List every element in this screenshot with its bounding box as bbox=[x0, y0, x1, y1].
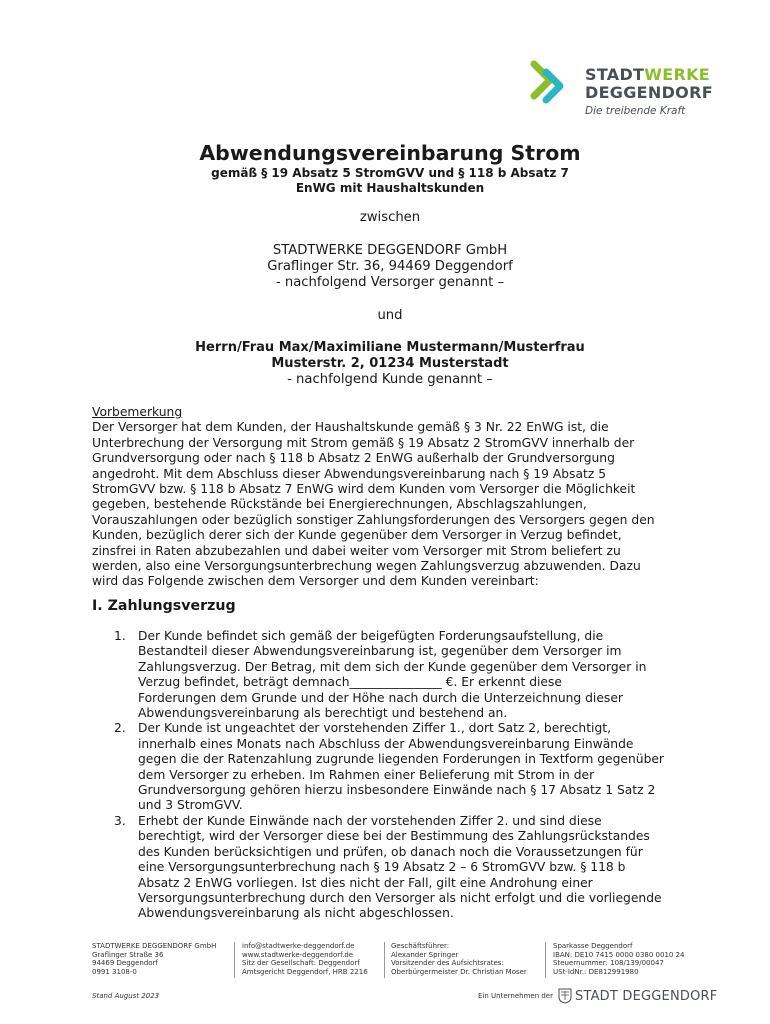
logo-chevron-icon bbox=[528, 58, 580, 110]
list-item bbox=[92, 721, 694, 813]
preamble-line: StromGVV bzw. § 118 b Absatz 7 EnWG wird dem Kunden vom Versorger die Möglichkeit bbox=[92, 482, 636, 497]
footer-website: www.stadtwerke-deggendorf.de bbox=[242, 950, 354, 959]
preamble-line: Kunden, bezüglich derer sich der Kunde gegenüber dem Versorger in Verzug befindet, bbox=[92, 528, 622, 543]
footer-company-info bbox=[92, 942, 232, 976]
list-item-line: Zahlungsverzug. Der Betrag, mit dem sich der Kunde gegenüber dem Versorger in bbox=[138, 659, 647, 674]
supplier-name: STADTWERKE DEGGENDORF GmbH bbox=[272, 243, 508, 258]
list-item-line: eine Versorgungsunterbrechung nach § 19 Absatz 2 – 6 StromGVV bzw. § 118 b bbox=[138, 860, 626, 875]
footer-line: Sitz der Gesellschaft: Deggendorf bbox=[242, 959, 360, 968]
supplier-block bbox=[90, 243, 690, 291]
footer-line: Graflinger Straße 36 bbox=[92, 950, 164, 959]
preamble-line: zinsfrei in Raten abzubezahlen und dabei weiter vom Versorger mit Strom beliefert zu bbox=[92, 543, 621, 558]
logo-word-deggendorf: DEGGENDORF bbox=[585, 83, 713, 102]
stadtwerke-logo bbox=[528, 58, 728, 124]
footer-line: IBAN: DE10 7415 0000 0380 0010 24 bbox=[553, 950, 685, 959]
preamble-line: Unterbrechung der Versorgung mit Strom gemäß § 19 Absatz 2 StromGVV innerhalb der bbox=[92, 435, 635, 450]
footer-divider bbox=[545, 942, 546, 978]
list-item-line: innerhalb eines Monats nach Abschluss der Abwendungsvereinbarung Einwände bbox=[138, 736, 634, 751]
list-item bbox=[92, 814, 694, 922]
list-item-number: 1. bbox=[114, 629, 126, 643]
preamble-line: Der Versorger hat dem Kunden, der Haushaltskunde gemäß § 3 Nr. 22 EnWG ist, die bbox=[92, 420, 609, 435]
footer-line: Steuernummer: 108/139/00047 bbox=[553, 959, 664, 968]
customer-block bbox=[90, 340, 690, 388]
list-item-line: des Kunden berücksichtigen und prüfen, ob danach noch die Voraussetzungen für bbox=[138, 844, 643, 859]
footer-bank-info bbox=[553, 942, 703, 976]
footer-line: 94469 Deggendorf bbox=[92, 959, 158, 968]
list-item-number: 2. bbox=[114, 721, 126, 736]
preamble bbox=[92, 405, 694, 590]
customer-address: Musterstr. 2, 01234 Musterstadt bbox=[271, 356, 509, 371]
list-item-line: Absatz 2 EnWG vorliegen. Ist dies nicht der Fall, gilt eine Androhung einer bbox=[138, 875, 593, 890]
list-item-line: Versorgungsunterbrechung durch den Versorger als nicht erfolgt und die vorliegende bbox=[138, 890, 662, 905]
list-item-line: Bestandteil dieser Abwendungsvereinbarung ist, gegenüber dem Versorger im bbox=[138, 644, 622, 659]
footer-line: USt-IdNr.: DE812991980 bbox=[553, 967, 639, 976]
footer-city-name: STADT DEGGENDORF bbox=[575, 988, 718, 1004]
preamble-line: angedroht. Mit dem Abschluss dieser Abwendungsvereinbarung nach § 19 Absatz 5 bbox=[92, 466, 607, 481]
footer-line: 0991 3108-0 bbox=[92, 967, 137, 976]
logo-word-werke: WERKE bbox=[644, 65, 711, 84]
und-text: und bbox=[377, 308, 403, 323]
list-item-line: dem Versorger zu erheben. Im Rahmen einer Belieferung mit Strom in der bbox=[138, 767, 595, 782]
logo-word-stadt: STADT bbox=[585, 65, 645, 84]
section-heading-zahlungsverzug: I. Zahlungsverzug bbox=[92, 598, 236, 614]
list-item-line: Abwendungsvereinbarung als nicht abgeschlossen. bbox=[138, 906, 454, 921]
footer-line: STADTWERKE DEGGENDORF GmbH bbox=[92, 942, 217, 950]
supplier-role: - nachfolgend Versorger genannt – bbox=[275, 275, 505, 290]
list-item-line: Forderungen dem Grunde und der Höhe nach durch die Unterzeichnung dieser bbox=[138, 690, 623, 705]
footer-parent-label: Ein Unternehmen der bbox=[478, 992, 553, 1000]
footer-stand-date: Stand August 2023 bbox=[92, 992, 160, 1000]
preamble-heading: Vorbemerkung bbox=[92, 405, 183, 419]
document-title: Abwendungsvereinbarung Strom bbox=[199, 141, 581, 165]
list-item-line: Erhebt der Kunde Einwände nach der vorstehenden Ziffer 2. und sind diese bbox=[138, 813, 602, 828]
list-item-line: Grundversorgung gehören hierzu insbesondere Einwände nach § 17 Absatz 1 Satz 2 bbox=[138, 783, 656, 798]
customer-name: Herrn/Frau Max/Maximiliane Mustermann/Musterfrau bbox=[195, 340, 585, 355]
preamble-line: wird das Folgende zwischen dem Versorger und dem Kunden vereinbart: bbox=[92, 574, 539, 589]
section-items-list bbox=[92, 629, 694, 922]
list-item bbox=[92, 629, 694, 721]
preamble-line: gegeben, bestehende Rückstände bei Energierechnungen, Abschlagszahlungen, bbox=[92, 497, 587, 512]
supplier-address: Graflinger Str. 36, 94469 Deggendorf bbox=[267, 259, 513, 274]
footer-line: Vorsitzender des Aufsichtsrates: bbox=[391, 959, 504, 968]
footer-parent-company bbox=[478, 988, 717, 1004]
footer-divider bbox=[234, 942, 235, 978]
list-item-line: berechtigt, wird der Versorger diese bei der Bestimmung des Zahlungsrückstandes bbox=[138, 829, 650, 844]
footer-management-info bbox=[391, 942, 541, 976]
zwischen-text: zwischen bbox=[359, 210, 421, 225]
preamble-line: Vorauszahlungen oder bezüglich sonstiger Zahlungsforderungen des Versorgers gegen den bbox=[92, 512, 655, 527]
city-crest-icon bbox=[558, 988, 572, 1004]
customer-role: - nachfolgend Kunde genannt – bbox=[287, 372, 493, 387]
footer-divider bbox=[384, 942, 385, 978]
footer-line: Geschäftsführer: bbox=[391, 942, 450, 950]
footer-line: Amtsgericht Deggendorf, HRB 2216 bbox=[242, 967, 368, 976]
logo-tagline: Die treibende Kraft bbox=[585, 105, 686, 117]
list-item-line: Der Kunde befindet sich gemäß der beigefügten Forderungsaufstellung, die bbox=[138, 629, 604, 643]
subtitle-line-2: EnWG mit Haushaltskunden bbox=[295, 181, 485, 195]
list-item-line: Der Kunde ist ungeachtet der vorstehenden Ziffer 1., dort Satz 2, berechtigt, bbox=[138, 721, 611, 736]
footer-line: Oberbürgermeister Dr. Christian Moser bbox=[391, 967, 527, 976]
list-item-line: Verzug befindet, beträgt demnach_______________ €. Er erkennt diese bbox=[138, 675, 562, 690]
footer-contact-info bbox=[242, 942, 382, 976]
list-item-line: gegen die der Ratenzahlung zugrunde liegenden Forderungen in Textform gegenüber bbox=[138, 752, 664, 767]
list-item-line: und 3 StromGVV. bbox=[138, 798, 243, 813]
preamble-line: werden, also eine Versorgungsunterbrechung wegen Zahlungsverzug abzuwenden. Dazu bbox=[92, 559, 641, 574]
list-item-line: Abwendungsvereinbarung als berechtigt und bestehend an. bbox=[138, 706, 508, 721]
footer-line: Alexander Springer bbox=[391, 950, 459, 959]
document-subtitle bbox=[90, 166, 690, 196]
list-item-number: 3. bbox=[114, 813, 126, 828]
footer-line: Sparkasse Deggendorf bbox=[553, 942, 633, 950]
preamble-line: Grundversorgung oder nach § 118 b Absatz 2 EnWG außerhalb der Grundversorgung bbox=[92, 451, 615, 466]
subtitle-line-1: gemäß § 19 Absatz 5 StromGVV und § 118 b Absatz 7 bbox=[211, 166, 569, 180]
footer-email: info@stadtwerke-deggendorf.de bbox=[242, 942, 355, 950]
